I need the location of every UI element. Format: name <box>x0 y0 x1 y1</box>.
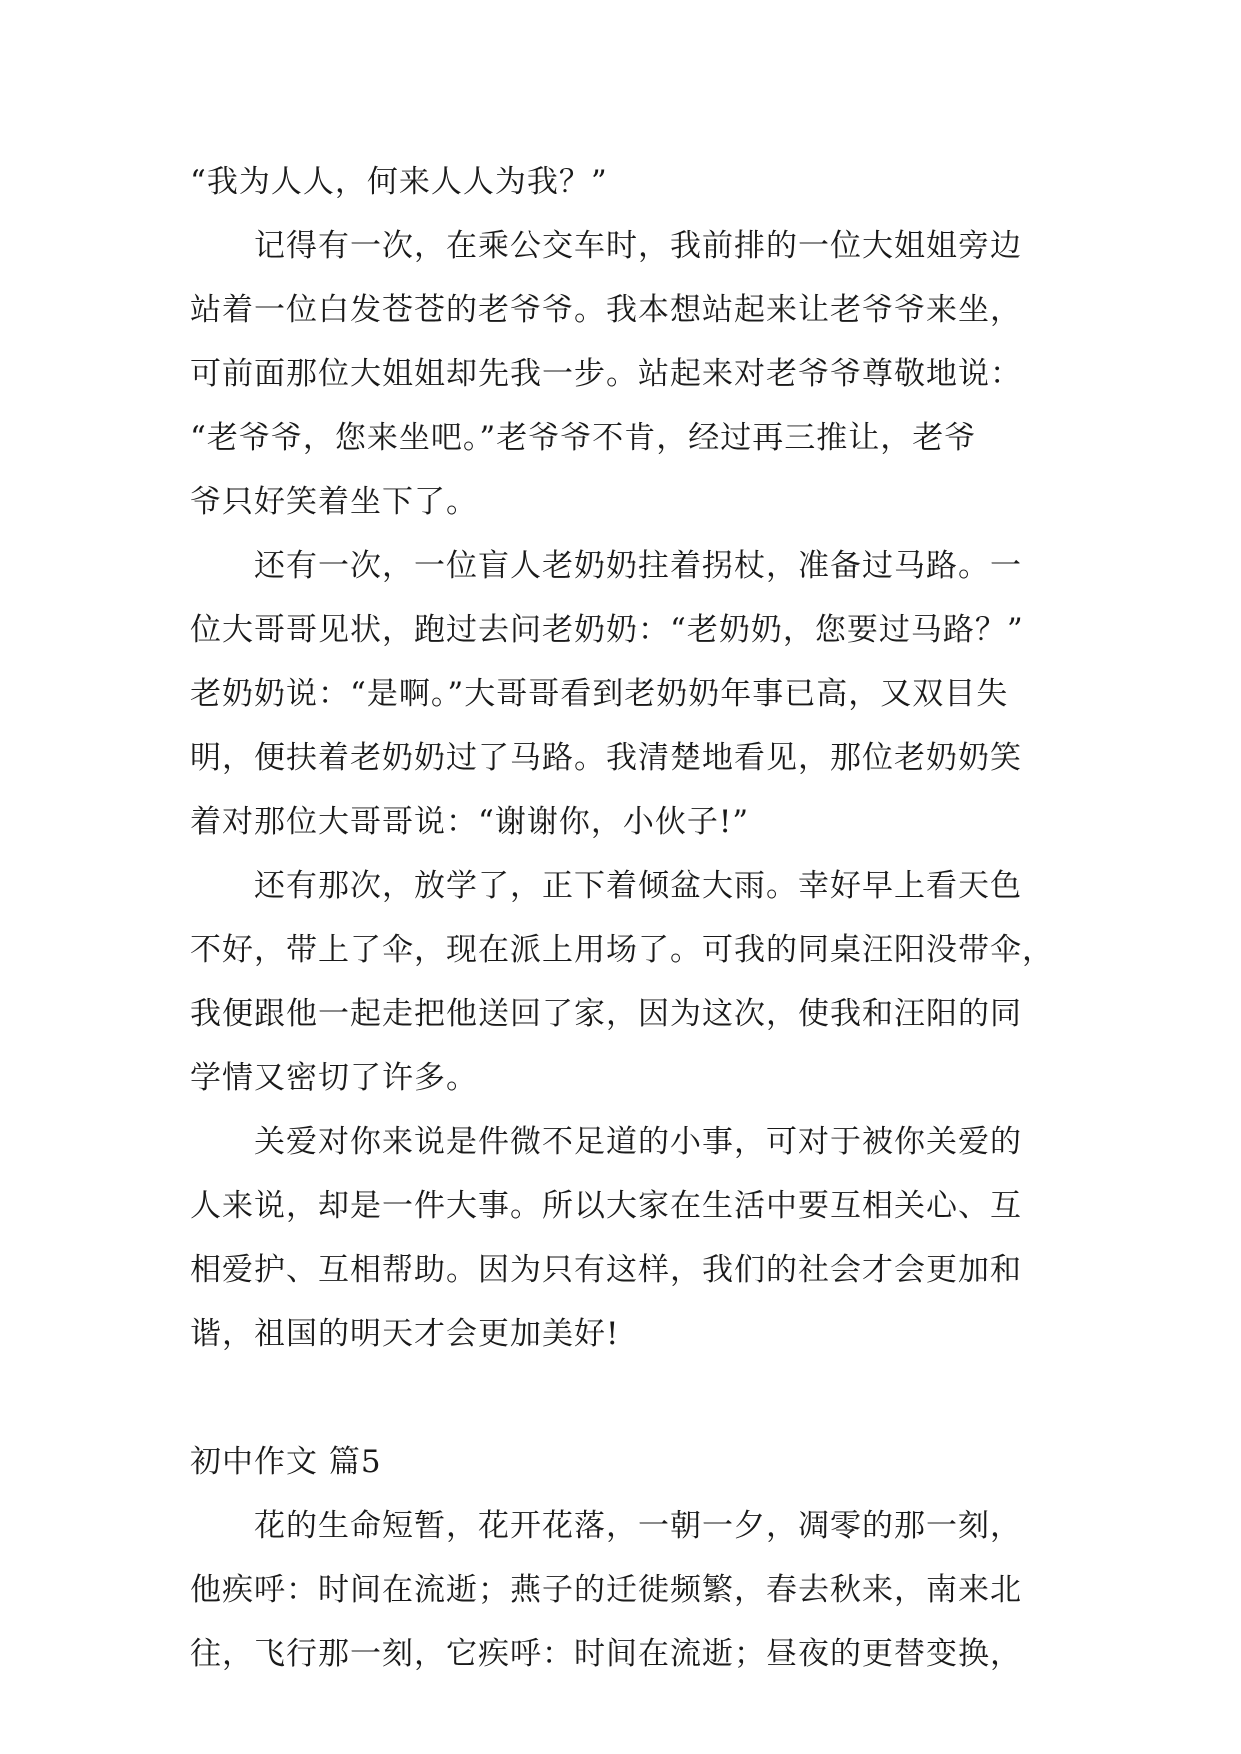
text-line: 不好，带上了伞，现在派上用场了。可我的同桌汪阳没带伞， <box>190 932 1054 968</box>
text-line: 站着一位白发苍苍的老爷爷。我本想站起来让老爷爷来坐， <box>190 292 1022 328</box>
text-line: 往，飞行那一刻，它疾呼：时间在流逝；昼夜的更替变换， <box>190 1636 1022 1672</box>
paragraph-start-line: 记得有一次，在乘公交车时，我前排的一位大姐姐旁边 <box>254 228 1022 264</box>
section-spacer <box>190 1366 1060 1430</box>
text-line: “我为人人，何来人人为我？” <box>190 164 608 200</box>
text-line: 老奶奶说：“是啊。”大哥哥看到老奶奶年事已高，又双目失 <box>190 676 1009 712</box>
section-heading: 初中作文 篇5 <box>190 1444 382 1480</box>
text-line: 位大哥哥见状，跑过去问老奶奶：“老奶奶，您要过马路？” <box>190 612 1024 648</box>
document-page <box>190 150 1060 1686</box>
text-line: 谐，祖国的明天才会更加美好! <box>190 1316 620 1352</box>
paragraph-start-line: 关爱对你来说是件微不足道的小事，可对于被你关爱的 <box>254 1124 1022 1160</box>
text-line: 着对那位大哥哥说：“谢谢你，小伙子!” <box>190 804 750 840</box>
paragraph-start-line: 花的生命短暂，花开花落，一朝一夕，凋零的那一刻， <box>254 1508 1022 1544</box>
text-line: 相爱护、互相帮助。因为只有这样，我们的社会才会更加和 <box>190 1252 1022 1288</box>
text-line: 人来说，却是一件大事。所以大家在生活中要互相关心、互 <box>190 1188 1022 1224</box>
text-line: 可前面那位大姐姐却先我一步。站起来对老爷爷尊敬地说： <box>190 356 1022 392</box>
text-line: 他疾呼：时间在流逝；燕子的迁徙频繁，春去秋来，南来北 <box>190 1572 1022 1608</box>
text-line: “老爷爷，您来坐吧。”老爷爷不肯，经过再三推让，老爷 <box>190 420 977 456</box>
text-line: 爷只好笑着坐下了。 <box>190 484 478 520</box>
text-line: 我便跟他一起走把他送回了家，因为这次，使我和汪阳的同 <box>190 996 1022 1032</box>
text-line: 明，便扶着老奶奶过了马路。我清楚地看见，那位老奶奶笑 <box>190 740 1022 776</box>
text-line: 学情又密切了许多。 <box>190 1060 478 1096</box>
paragraph-start-line: 还有那次，放学了，正下着倾盆大雨。幸好早上看天色 <box>254 868 1022 904</box>
paragraph-start-line: 还有一次，一位盲人老奶奶拄着拐杖，准备过马路。一 <box>254 548 1022 584</box>
